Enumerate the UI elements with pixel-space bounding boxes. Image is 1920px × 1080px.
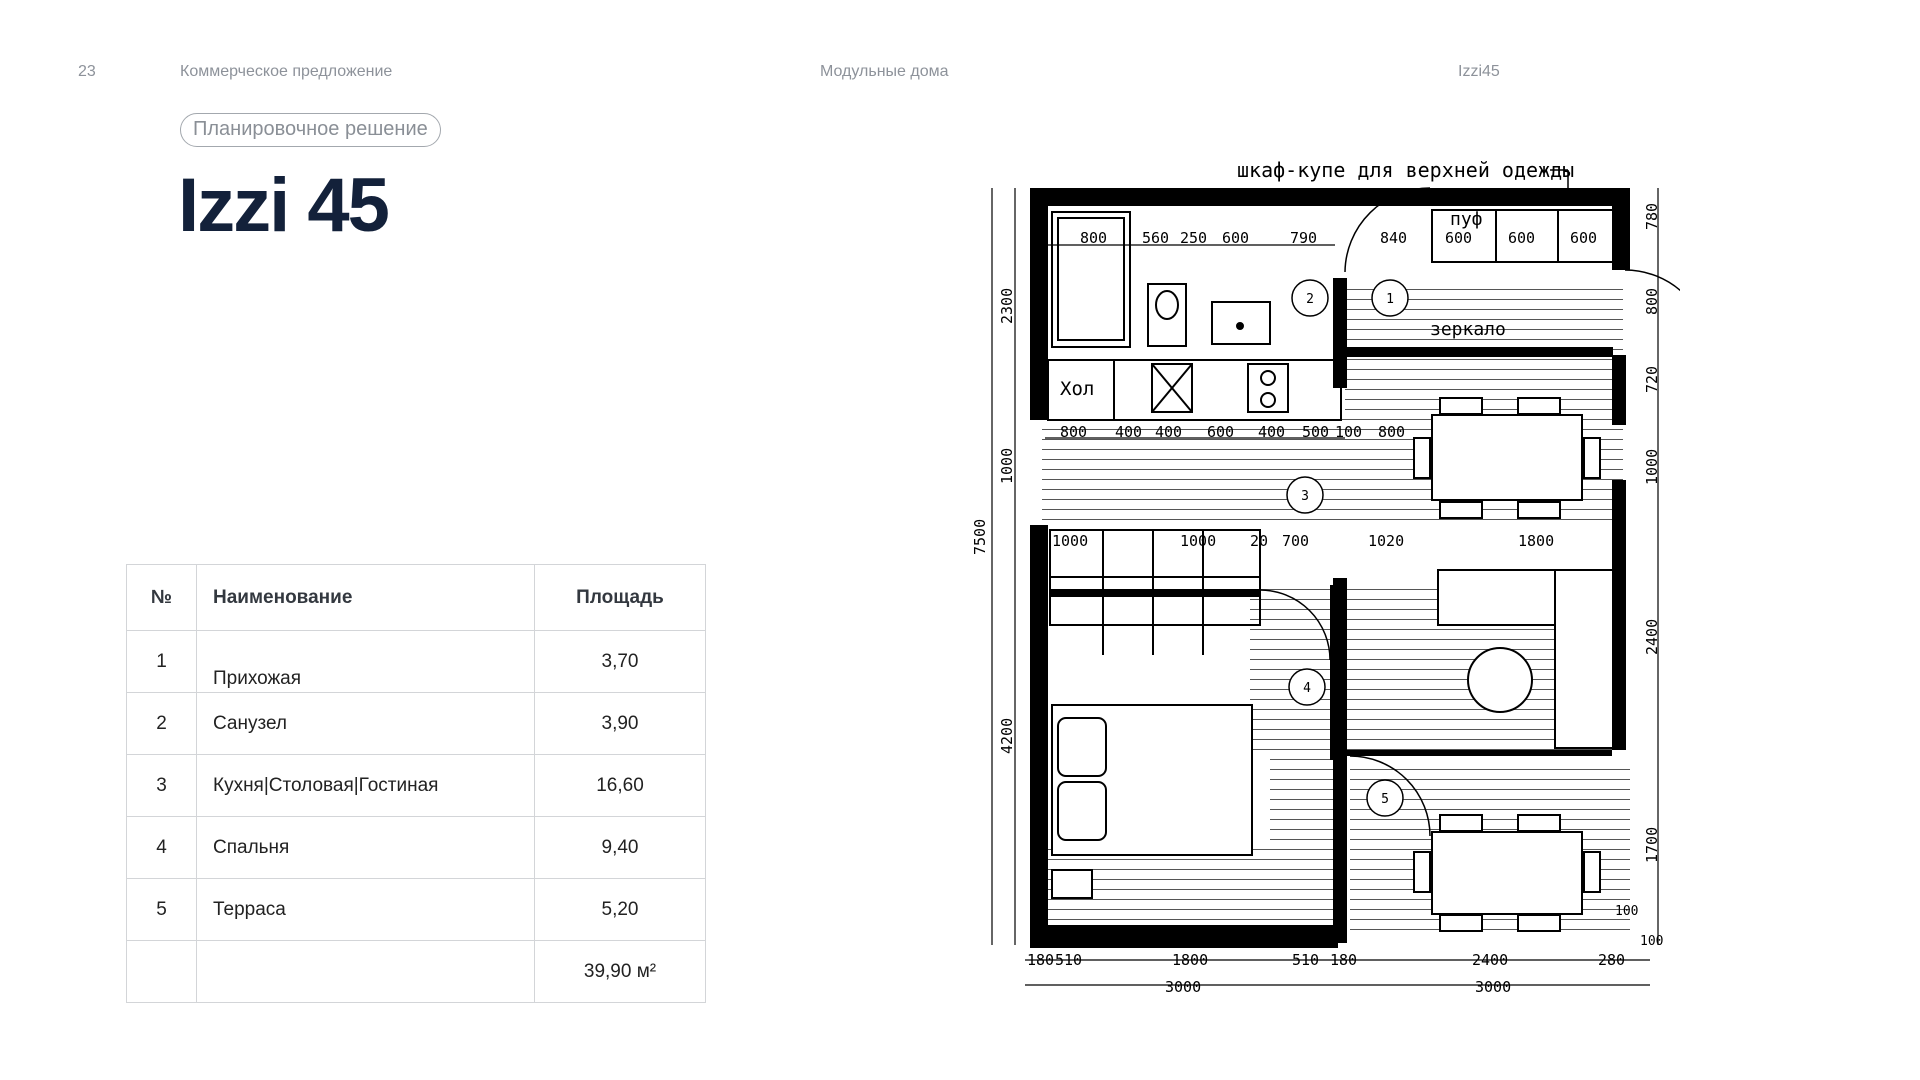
dim-mid-8: 800 [1378,423,1406,441]
dim-right-2: 800 [1643,287,1661,315]
header-right: Izzi45 [1458,63,1500,80]
dim-top-3: 250 [1180,229,1208,247]
room-number-4: 4 [1303,681,1311,696]
dim-right-1: 780 [1643,202,1661,230]
row-area: 5,20 [535,879,706,941]
row-number: 2 [127,693,197,755]
dim-right-7: 100 [1615,904,1639,919]
header-left: Коммерческое предложение [180,63,393,80]
dim-bottom-1: 180 [1027,951,1055,969]
room-number-3: 3 [1301,489,1309,504]
dim-top-8: 600 [1508,229,1536,247]
dim-storage-6: 1800 [1518,532,1555,550]
room-number-5: 5 [1381,792,1389,807]
header-area: Площадь [535,565,706,631]
dim-bottom-3: 1800 [1172,951,1209,969]
dim-left-1: 2300 [998,287,1016,324]
dim-mid-6: 500 [1302,423,1330,441]
rooms-table [126,564,706,1003]
dim-top-7: 600 [1445,229,1473,247]
row-area: 3,90 [535,693,706,755]
dim-storage-2: 1000 [1180,532,1217,550]
table-total-row [127,941,706,1003]
row-name: Терраса [197,879,535,941]
total-area: 39,90 м² [535,941,706,1003]
dim-bottom-6: 2400 [1472,951,1509,969]
dim-total-height: 7500 [971,518,989,555]
dim-mid-2: 400 [1115,423,1143,441]
row-area: 16,60 [535,755,706,817]
row-name: Санузел [197,693,535,755]
row-number: 1 [127,631,197,693]
pouf-label: пуф [1450,209,1483,230]
dim-right-5: 2400 [1643,618,1661,655]
dim-mid-4: 600 [1207,423,1235,441]
fridge-label: Хол [1060,378,1095,400]
dim-left-2: 1000 [998,447,1016,484]
dim-top-1: 800 [1080,229,1108,247]
dim-right-8: 100 [1640,934,1664,949]
dim-storage-1: 1000 [1052,532,1089,550]
dim-bottom-2: 510 [1055,951,1083,969]
dim-bottom-9: 3000 [1475,978,1512,996]
dim-right-4: 1000 [1643,448,1661,485]
dim-bottom-7: 280 [1598,951,1626,969]
dim-left-3: 4200 [998,717,1016,754]
dim-bottom-4: 510 [1292,951,1320,969]
table-row [127,817,706,879]
dim-storage-4: 700 [1282,532,1310,550]
dim-mid-3: 400 [1155,423,1183,441]
dim-mid-1: 800 [1060,423,1088,441]
dim-storage-5: 1020 [1368,532,1405,550]
row-area: 9,40 [535,817,706,879]
row-number: 3 [127,755,197,817]
wardrobe-label: шкаф-купе для верхней одежды [1237,158,1575,182]
row-area: 3,70 [535,631,706,693]
dim-bottom-5: 180 [1330,951,1358,969]
page-title: Izzi 45 [178,163,388,248]
row-name: Спальня [197,817,535,879]
dim-storage-3: 20 [1250,532,1269,550]
dim-top-6: 840 [1380,229,1408,247]
row-name: Прихожая [197,631,535,693]
dim-bottom-8: 3000 [1165,978,1202,996]
dim-top-5: 790 [1290,229,1318,247]
section-badge: Планировочное решение [180,113,441,147]
room-number-1: 1 [1386,292,1394,307]
row-number: 5 [127,879,197,941]
dim-mid-7: 100 [1335,423,1363,441]
dim-mid-5: 400 [1258,423,1286,441]
dim-right-6: 1700 [1643,826,1661,863]
table-row [127,879,706,941]
dim-top-4: 600 [1222,229,1250,247]
table-row [127,693,706,755]
header-number: № [127,565,197,631]
room-number-2: 2 [1306,292,1314,307]
floor-plan [960,150,1680,1030]
mirror-label: зеркало [1430,319,1506,340]
header-name: Наименование [197,565,535,631]
page-number: 23 [78,63,96,80]
header-center: Модульные дома [820,63,949,80]
dim-right-3: 720 [1643,365,1661,393]
dim-top-2: 560 [1142,229,1170,247]
row-name: Кухня|Столовая|Гостиная [197,755,535,817]
table-row [127,755,706,817]
row-number: 4 [127,817,197,879]
table-row [127,631,706,693]
dim-top-9: 600 [1570,229,1598,247]
table-header-row [127,565,706,631]
